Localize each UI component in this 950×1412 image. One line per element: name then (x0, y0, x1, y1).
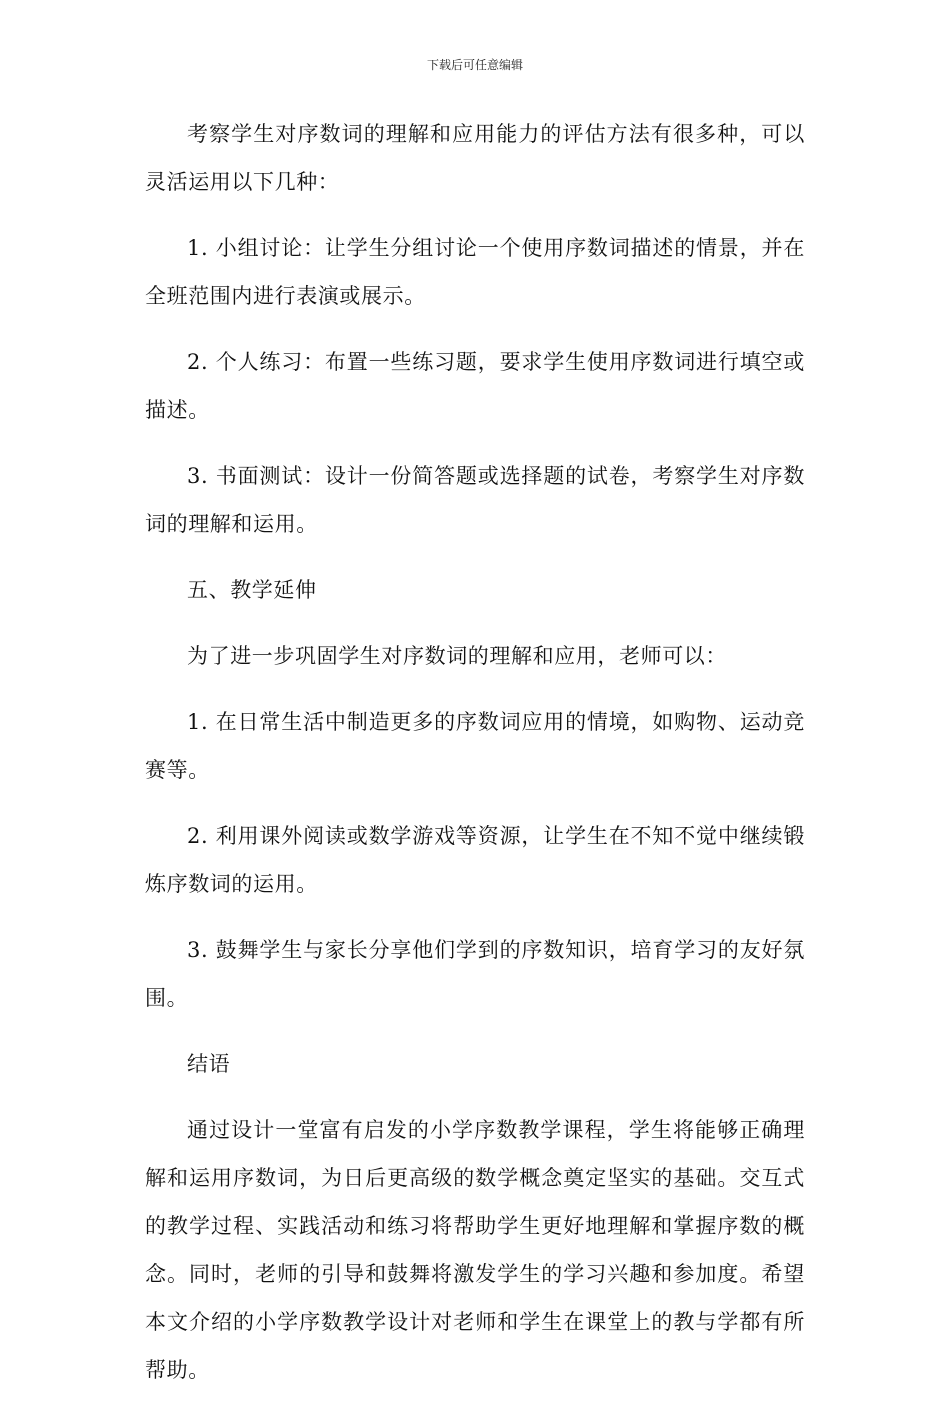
document-body (145, 110, 805, 1412)
paragraph-written-test: 3. 书面测试：设计一份简答题或选择题的试卷，考察学生对序数词的理解和运用。 (145, 464, 805, 536)
paragraph-daily-life: 1. 在日常生活中制造更多的序数词应用的情境，如购物、运动竞赛等。 (145, 710, 805, 782)
paragraph-conclusion: 通过设计一堂富有启发的小学序数教学课程，学生将能够正确理解和运用序数词，为日后更高级的数学概念奠定坚实的基础。交互式的教学过程、实践活动和练习将帮助学生更好地理解和掌握序数的概念。同时，老师的引导和鼓舞将激发学生的学习兴趣和参加度。希望本文介绍的小学序数教学设计对老师和学生在课堂上的教与学都有所帮助。 (145, 1118, 805, 1382)
paragraph-assessment-intro: 考察学生对序数词的理解和应用能力的评估方法有很多种，可以灵活运用以下几种： (145, 122, 805, 194)
paragraph-parent-sharing: 3. 鼓舞学生与家长分享他们学到的序数知识，培育学习的友好氛围。 (145, 938, 805, 1010)
section-heading-extension: 五、教学延伸 (187, 578, 317, 602)
paragraph-group-discussion: 1. 小组讨论：让学生分组讨论一个使用序数词描述的情景，并在全班范围内进行表演或展示。 (145, 236, 805, 308)
section-heading-conclusion: 结语 (187, 1052, 231, 1076)
page-header: 下载后可任意编辑 (426, 58, 523, 72)
paragraph-extra-reading: 2. 利用课外阅读或数学游戏等资源，让学生在不知不觉中继续锻炼序数词的运用。 (145, 824, 805, 896)
paragraph-extension-intro: 为了进一步巩固学生对序数词的理解和应用，老师可以： (187, 644, 727, 668)
paragraph-individual-practice: 2. 个人练习：布置一些练习题，要求学生使用序数词进行填空或描述。 (145, 350, 805, 422)
